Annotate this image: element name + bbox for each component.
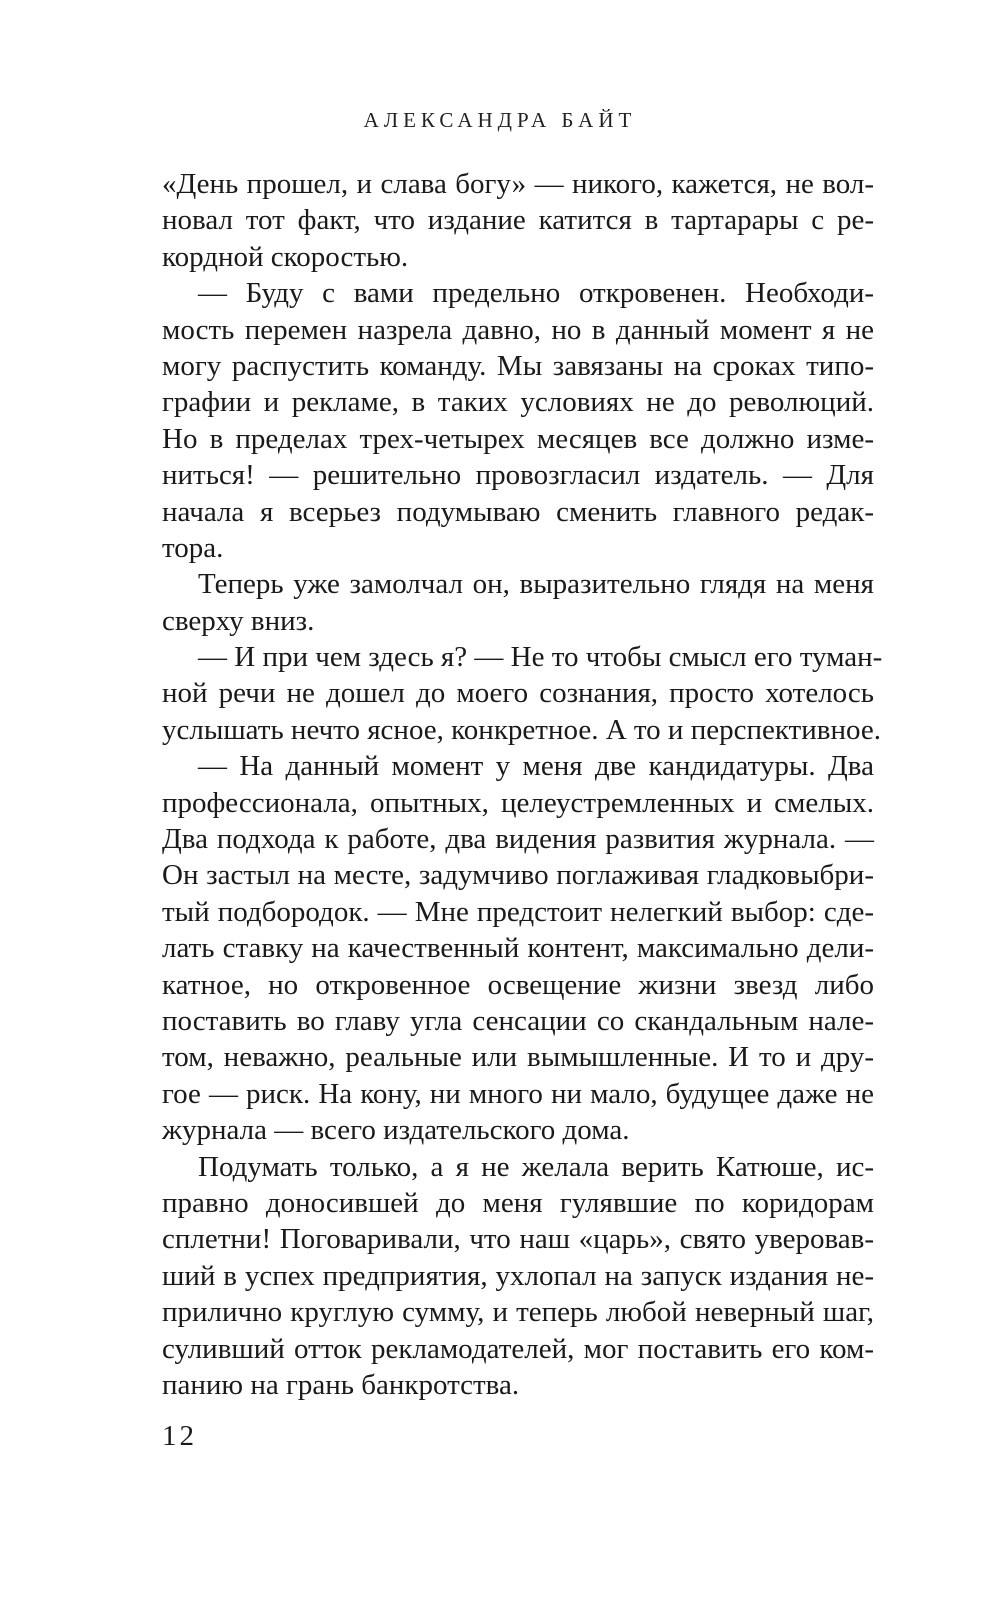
text-line: могу распустить команду. Мы завязаны на сроках типо- [162, 349, 874, 382]
text-line: суливший отток рекламодателей, мог поставить его ком- [162, 1332, 874, 1365]
text-line: ниться! — решительно провозгласил издатель. — Для [162, 459, 874, 492]
text-line: начала я всерьез подумываю сменить главного редак- [162, 495, 874, 528]
text-line: лать ставку на качественный контент, максимально дели- [162, 932, 874, 965]
text-line: услышать нечто ясное, конкретное. А то и перспективное. [162, 713, 881, 746]
text-line: Он застыл на месте, задумчиво поглаживая гладковыбри- [162, 859, 874, 892]
text-line: поставить во главу угла сенсации со скандальным нале- [162, 1004, 874, 1037]
text-line: том, неважно, реальные или вымышленные. И то и дру- [162, 1041, 874, 1074]
text-line: — Буду с вами предельно откровенен. Необходи- [198, 277, 874, 310]
text-line: сверху вниз. [162, 604, 315, 637]
text-line: Подумать только, а я не желала верить Катюше, ис- [198, 1150, 874, 1183]
text-line: панию на грань банкротства. [162, 1368, 520, 1401]
text-line: Но в пределах трех-четырех месяцев все должно изме- [162, 422, 874, 455]
body-text [162, 166, 883, 1403]
text-line: ной речи не дошел до моего сознания, просто хотелось [162, 677, 874, 710]
text-line: — И при чем здесь я? — Не то чтобы смысл его туман- [198, 641, 883, 674]
text-line: новал тот факт, что издание катится в тартарары с ре- [162, 204, 874, 237]
running-head: АЛЕКСАНДРА БАЙТ [363, 108, 637, 132]
text-line: кордной скоростью. [162, 240, 409, 273]
text-line: прилично круглую сумму, и теперь любой неверный шаг, [162, 1296, 874, 1329]
text-line: тора. [162, 531, 224, 564]
text-line: катное, но откровенное освещение жизни звезд либо [162, 968, 874, 1001]
text-line: сплетни! Поговаривали, что наш «царь», свято уверовав- [162, 1223, 874, 1256]
text-line: правно доносившей до меня гулявшие по коридорам [162, 1186, 874, 1219]
text-line: гое — риск. На кону, ни много ни мало, будущее даже не [162, 1077, 874, 1110]
text-line: журнала — всего издательского дома. [162, 1114, 630, 1147]
text-line: ший в успех предприятия, ухлопал на запуск издания не- [162, 1259, 874, 1292]
text-line: тый подбородок. — Мне предстоит нелегкий выбор: сде- [162, 895, 874, 928]
page-number: 12 [162, 1420, 197, 1452]
text-line: «День прошел, и слава богу» — никого, кажется, не вол- [162, 168, 874, 200]
text-line: профессионала, опытных, целеустремленных и смелых. [162, 786, 874, 819]
text-line: Теперь уже замолчал он, выразительно глядя на меня [198, 568, 874, 601]
text-line: — На данный момент у меня две кандидатуры. Два [198, 750, 874, 783]
text-line: Два подхода к работе, два видения развития журнала. — [162, 823, 874, 856]
text-line: мость перемен назрела давно, но в данный момент я не [162, 313, 874, 346]
text-line: графии и рекламе, в таких условиях не до революций. [162, 386, 874, 419]
